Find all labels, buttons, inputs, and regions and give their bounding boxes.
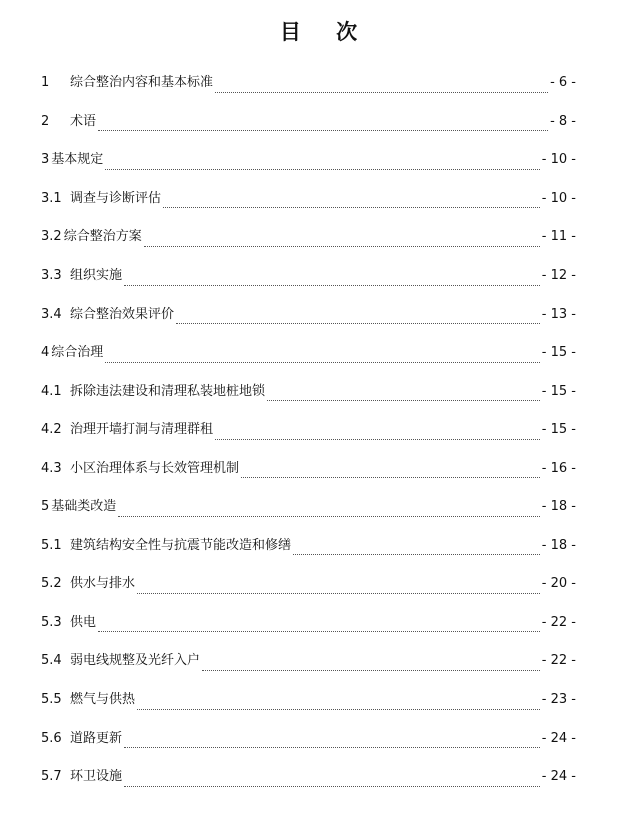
toc-entry-page: - 11 - [541,229,576,245]
toc-entry-number: 5.2 [41,576,62,592]
toc-entry[interactable] [41,411,576,450]
toc-entry-title: 弱电线规整及光纤入户 [70,653,201,669]
toc-entry[interactable] [41,449,576,488]
toc-entry-number: 5.4 [41,653,62,669]
toc-entry-page: - 18 - [541,537,576,553]
toc-entry-number: 5.5 [41,692,62,708]
toc-entry-title: 供水与排水 [70,576,136,592]
toc-entry-number: 3.4 [41,306,62,322]
toc-entry-page: - 15 - [541,383,576,399]
dot-leader [176,311,540,324]
toc-entry-number: 4 [41,345,50,361]
toc-entry-number: 5.1 [41,537,62,553]
toc-entry-title: 拆除违法建设和清理私装地桩地锁 [70,383,266,399]
dot-leader [137,581,540,594]
toc-entry-number: 3.1 [41,190,62,206]
toc-entry[interactable] [41,334,576,373]
toc-entry-page: - 15 - [541,345,576,361]
toc-entry-page: - 8 - [550,113,576,129]
dot-leader [163,195,540,208]
toc-entry[interactable] [41,372,576,411]
toc-entry[interactable] [41,103,576,142]
dot-leader [267,388,540,401]
toc-entry-title: 综合整治效果评价 [70,306,175,322]
toc-entry-page: - 22 - [541,614,576,630]
dot-leader [144,234,540,247]
toc-entry-page: - 22 - [541,653,576,669]
toc-entry[interactable] [41,719,576,758]
toc-entry-number: 4.2 [41,422,62,438]
toc-entry[interactable] [41,758,576,797]
toc-entry[interactable] [41,295,576,334]
toc-entry[interactable] [41,141,576,180]
toc-entry-number: 3.3 [41,268,62,283]
dot-leader [105,350,540,363]
toc-entry-number: 5.3 [41,614,62,630]
toc-entry[interactable] [41,218,576,257]
dot-leader [98,118,548,131]
dot-leader [293,542,540,555]
toc-entry-page: - 10 - [541,152,576,168]
toc-entry[interactable] [41,565,576,604]
toc-entry-title: 燃气与供热 [70,692,136,708]
toc-entry-number: 4.3 [41,460,62,476]
toc-entry-title: 环卫设施 [70,769,123,785]
toc-entry-page: - 24 - [541,730,576,746]
dot-leader [137,697,540,710]
table-of-contents [41,64,576,796]
toc-entry-title: 治理开墙打洞与清理群租 [70,422,214,438]
toc-entry-page: - 16 - [541,460,576,476]
toc-entry[interactable] [41,64,576,103]
toc-entry[interactable] [41,257,576,296]
toc-entry[interactable] [41,527,576,566]
toc-entry-title: 供电 [70,614,97,630]
toc-entry-title: 基础类改造 [51,499,117,515]
toc-entry-page: - 23 - [541,692,576,708]
page-title: 目 次 [279,19,372,44]
dot-leader [124,735,540,748]
toc-entry[interactable] [41,681,576,720]
toc-entry-page: - 6 - [550,75,576,91]
toc-entry-number: 5.7 [41,769,62,785]
dot-leader [215,427,540,440]
toc-entry-title: 建筑结构安全性与抗震节能改造和修缮 [70,537,292,553]
dot-leader [202,658,540,671]
toc-entry-title: 组织实施 [70,268,123,283]
dot-leader [241,465,540,478]
toc-entry-number: 3 [41,152,50,168]
toc-entry-page: - 12 - [541,268,576,283]
dot-leader [124,774,540,787]
toc-entry-number: 2 [41,113,50,129]
toc-entry-title: 综合治理 [51,345,104,361]
toc-entry[interactable] [41,180,576,219]
toc-entry-page: - 18 - [541,499,576,515]
toc-entry-title: 调查与诊断评估 [70,190,162,206]
dot-leader [215,80,548,93]
toc-entry-number: 1 [41,75,50,91]
toc-entry[interactable] [41,488,576,527]
toc-entry-title: 术语 [70,113,97,129]
toc-entry[interactable] [41,642,576,681]
dot-leader [124,273,540,286]
toc-entry-number: 5 [41,499,50,515]
toc-entry-page: - 20 - [541,576,576,592]
toc-entry-title: 综合整治内容和基本标准 [70,75,214,91]
toc-entry-page: - 15 - [541,422,576,438]
toc-entry-number: 5.6 [41,730,62,746]
toc-entry-title: 小区治理体系与长效管理机制 [70,460,240,476]
dot-leader [105,157,540,170]
toc-entry-page: - 13 - [541,306,576,322]
toc-entry-title: 综合整治方案 [63,229,142,245]
toc-entry-number: 4.1 [41,383,62,399]
dot-leader [118,504,540,517]
toc-entry-title: 基本规定 [51,152,104,168]
toc-entry-page: - 24 - [541,769,576,785]
toc-entry-number: 3.2 [41,229,62,245]
toc-entry[interactable] [41,604,576,643]
dot-leader [98,619,540,632]
toc-entry-title: 道路更新 [70,730,123,746]
toc-entry-page: - 10 - [541,190,576,206]
